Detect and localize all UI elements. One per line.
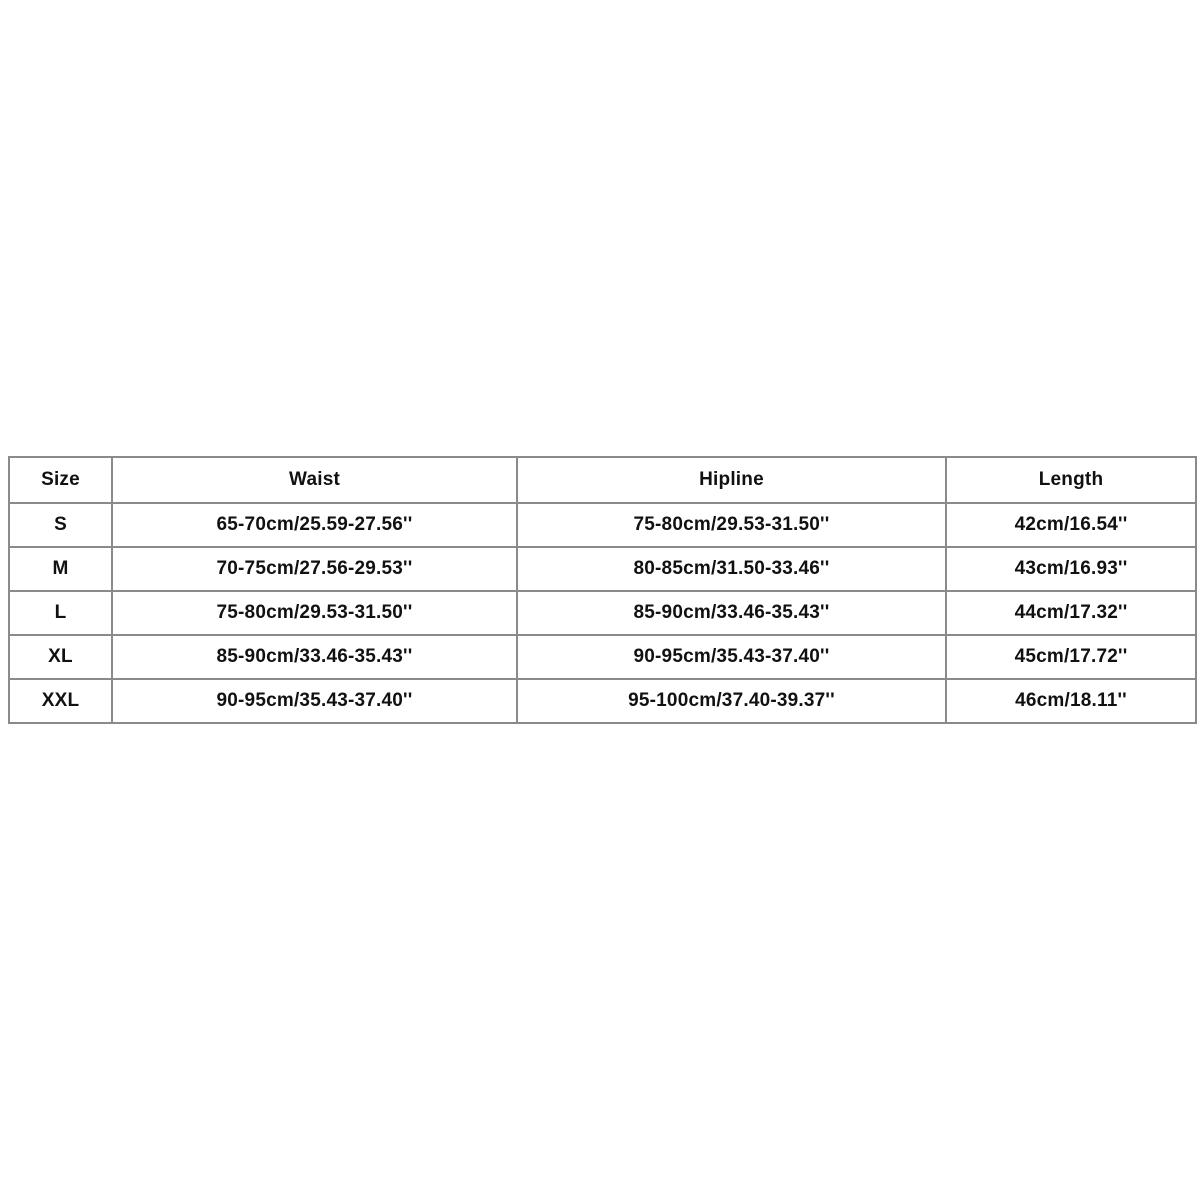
waist-cell: 65-70cm/25.59-27.56'' — [112, 503, 517, 547]
hipline-cell: 80-85cm/31.50-33.46'' — [517, 547, 946, 591]
header-length: Length — [946, 457, 1196, 503]
length-cell: 44cm/17.32'' — [946, 591, 1196, 635]
table-row — [9, 547, 1196, 591]
table-row — [9, 503, 1196, 547]
header-waist: Waist — [112, 457, 517, 503]
size-cell: M — [9, 547, 112, 591]
waist-cell: 75-80cm/29.53-31.50'' — [112, 591, 517, 635]
length-cell: 42cm/16.54'' — [946, 503, 1196, 547]
waist-cell: 70-75cm/27.56-29.53'' — [112, 547, 517, 591]
header-hipline: Hipline — [517, 457, 946, 503]
hipline-cell: 75-80cm/29.53-31.50'' — [517, 503, 946, 547]
length-cell: 45cm/17.72'' — [946, 635, 1196, 679]
table-row — [9, 679, 1196, 723]
size-chart-table — [8, 456, 1197, 724]
size-cell: L — [9, 591, 112, 635]
length-cell: 43cm/16.93'' — [946, 547, 1196, 591]
header-size: Size — [9, 457, 112, 503]
length-cell: 46cm/18.11'' — [946, 679, 1196, 723]
table-row — [9, 591, 1196, 635]
hipline-cell: 85-90cm/33.46-35.43'' — [517, 591, 946, 635]
hipline-cell: 90-95cm/35.43-37.40'' — [517, 635, 946, 679]
header-row — [9, 457, 1196, 503]
size-cell: S — [9, 503, 112, 547]
size-cell: XXL — [9, 679, 112, 723]
hipline-cell: 95-100cm/37.40-39.37'' — [517, 679, 946, 723]
waist-cell: 90-95cm/35.43-37.40'' — [112, 679, 517, 723]
size-cell: XL — [9, 635, 112, 679]
table-row — [9, 635, 1196, 679]
waist-cell: 85-90cm/33.46-35.43'' — [112, 635, 517, 679]
size-chart-container — [8, 456, 1195, 724]
